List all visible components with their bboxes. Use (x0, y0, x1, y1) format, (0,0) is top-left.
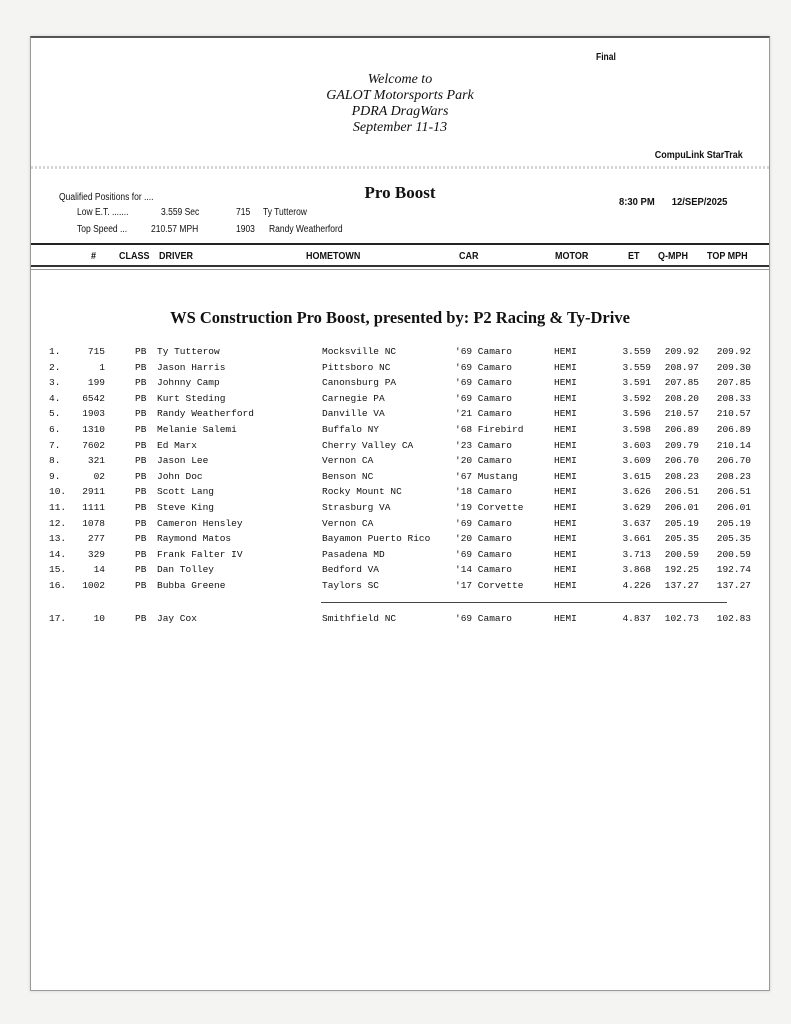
top-mph-cell: 207.85 (716, 377, 751, 389)
status-label: Final (595, 52, 616, 63)
top-mph-cell: 205.19 (716, 517, 751, 529)
position-cell: 9. (49, 470, 61, 482)
hometown-cell: Vernon CA (322, 455, 374, 467)
class-cell: PB (135, 486, 147, 498)
position-cell: 8. (49, 455, 61, 467)
qualifying-mph-cell: 207.85 (664, 377, 699, 389)
table-row (31, 346, 769, 362)
car-cell: '21 Camaro (455, 408, 513, 420)
hometown-cell: Benson NC (322, 470, 374, 482)
top-mph-cell: 206.01 (716, 501, 751, 513)
et-cell: 4.226 (622, 579, 651, 591)
col-header-driver: DRIVER (159, 251, 194, 262)
car-number-cell: 277 (87, 533, 105, 545)
low-et-car-num: 715 (236, 207, 251, 218)
top-speed-label: Top Speed ... (77, 224, 128, 235)
table-row (31, 471, 769, 487)
car-cell: '23 Camaro (455, 439, 513, 451)
et-cell: 3.603 (622, 439, 651, 451)
hometown-cell: Taylors SC (322, 579, 380, 591)
class-cell: PB (135, 423, 147, 435)
motor-cell: HEMI (554, 423, 577, 435)
top-speed-driver: Randy Weatherford (269, 224, 343, 235)
et-cell: 3.598 (622, 423, 651, 435)
position-cell: 12. (49, 517, 67, 529)
qualifying-mph-cell: 208.23 (664, 470, 699, 482)
table-row (31, 408, 769, 424)
driver-cell: Cameron Hensley (157, 517, 243, 529)
report-time: 8:30 PM (619, 196, 655, 208)
motor-cell: HEMI (554, 392, 577, 404)
car-cell: '67 Mustang (455, 470, 518, 482)
hometown-cell: Rocky Mount NC (322, 486, 402, 498)
top-mph-cell: 210.14 (716, 439, 751, 451)
event-title: WS Construction Pro Boost, presented by: P2 Racing & Ty-Drive (170, 308, 630, 327)
class-cell: PB (135, 455, 147, 467)
col-header-top-mph: TOP MPH (707, 251, 748, 262)
car-cell: '69 Camaro (455, 377, 513, 389)
driver-cell: John Doc (157, 470, 203, 482)
class-cell: PB (135, 392, 147, 404)
top-mph-cell: 206.51 (716, 486, 751, 498)
driver-cell: Ed Marx (157, 439, 197, 451)
driver-cell: Jason Lee (157, 455, 209, 467)
driver-cell: Steve King (157, 501, 215, 513)
qualifying-cutoff-line (321, 602, 727, 603)
car-number-cell: 1903 (82, 408, 105, 420)
table-row (31, 486, 769, 502)
car-cell: '69 Camaro (455, 346, 513, 357)
qualifying-mph-cell: 208.20 (664, 392, 699, 404)
hometown-cell: Mocksville NC (322, 346, 397, 357)
class-cell: PB (135, 517, 147, 529)
report-date: 12/SEP/2025 (671, 196, 728, 208)
et-cell: 3.713 (622, 548, 651, 560)
top-mph-cell: 208.33 (716, 392, 751, 404)
results-sheet (30, 36, 770, 991)
motor-cell: HEMI (554, 579, 577, 591)
qualifying-mph-cell: 192.25 (664, 564, 699, 576)
car-number-cell: 2911 (82, 486, 105, 498)
qualifying-mph-cell: 206.70 (664, 455, 699, 467)
qualifying-mph-cell: 210.57 (664, 408, 699, 420)
table-row (31, 580, 769, 596)
car-cell: '17 Corvette (455, 579, 524, 591)
top-mph-cell: 206.70 (716, 455, 751, 467)
car-number-cell: 02 (93, 470, 105, 482)
motor-cell: HEMI (554, 470, 577, 482)
motor-cell: HEMI (554, 377, 577, 389)
col-header-motor: MOTOR (555, 251, 589, 262)
car-number-cell: 715 (87, 346, 105, 357)
col-header-class: CLASS (119, 251, 150, 262)
low-et-value: 3.559 Sec (161, 207, 200, 218)
qualifying-mph-cell: 208.97 (664, 361, 699, 373)
top-mph-cell: 192.74 (716, 564, 751, 576)
hometown-cell: Cherry Valley CA (322, 439, 414, 451)
hometown-cell: Pasadena MD (322, 548, 385, 560)
car-cell: '69 Camaro (455, 548, 513, 560)
track-name: GALOT Motorsports Park (326, 88, 474, 103)
class-cell: PB (135, 501, 147, 513)
driver-cell: Melanie Salemi (157, 423, 237, 435)
table-row (31, 424, 769, 440)
event-dates: September 11-13 (352, 120, 448, 135)
car-cell: '20 Camaro (455, 455, 513, 467)
car-cell: '18 Camaro (455, 486, 513, 498)
et-cell: 3.591 (622, 377, 651, 389)
col-header-qmph: Q-MPH (658, 251, 689, 262)
table-row (31, 613, 769, 629)
hometown-cell: Smithfield NC (322, 613, 397, 624)
col-header-hometown: HOMETOWN (306, 251, 361, 262)
event-name: PDRA DragWars (351, 104, 449, 119)
class-cell: PB (135, 579, 147, 591)
top-mph-cell: 210.57 (716, 408, 751, 420)
header-rule (31, 243, 769, 245)
top-mph-cell: 209.92 (716, 346, 751, 357)
divider (31, 166, 769, 169)
et-cell: 3.629 (622, 501, 651, 513)
table-row (31, 564, 769, 580)
hometown-cell: Vernon CA (322, 517, 374, 529)
driver-cell: Bubba Greene (157, 579, 226, 591)
et-cell: 3.637 (622, 517, 651, 529)
top-mph-cell: 102.83 (716, 613, 751, 624)
motor-cell: HEMI (554, 533, 577, 545)
hometown-cell: Buffalo NY (322, 423, 380, 435)
col-header-et: ET (628, 251, 640, 262)
car-number-cell: 1111 (82, 501, 105, 513)
motor-cell: HEMI (554, 408, 577, 420)
qualified-label: Qualified Positions for .... (59, 192, 154, 203)
qualifying-mph-cell: 209.92 (664, 346, 699, 357)
car-cell: '69 Camaro (455, 517, 513, 529)
et-cell: 3.626 (622, 486, 651, 498)
car-cell: '68 Firebird (455, 423, 524, 435)
position-cell: 6. (49, 423, 61, 435)
table-row (31, 377, 769, 393)
class-cell: PB (135, 361, 147, 373)
car-number-cell: 1 (99, 361, 105, 373)
et-cell: 3.559 (622, 346, 651, 357)
class-cell: PB (135, 548, 147, 560)
motor-cell: HEMI (554, 501, 577, 513)
car-number-cell: 7602 (82, 439, 105, 451)
col-header-num: # (91, 251, 97, 262)
position-cell: 1. (49, 346, 61, 357)
driver-cell: Jay Cox (157, 613, 197, 624)
position-cell: 4. (49, 392, 61, 404)
non-qualifier-table (31, 613, 769, 629)
et-cell: 3.868 (622, 564, 651, 576)
driver-cell: Jason Harris (157, 361, 226, 373)
et-cell: 3.609 (622, 455, 651, 467)
class-cell: PB (135, 408, 147, 420)
driver-cell: Frank Falter IV (157, 548, 243, 560)
motor-cell: HEMI (554, 439, 577, 451)
qualifying-results-table (31, 346, 769, 596)
et-cell: 3.661 (622, 533, 651, 545)
qualifying-mph-cell: 102.73 (664, 613, 699, 624)
table-row (31, 455, 769, 471)
hometown-cell: Danville VA (322, 408, 385, 420)
hometown-cell: Canonsburg PA (322, 377, 397, 389)
et-cell: 3.559 (622, 361, 651, 373)
table-row (31, 440, 769, 456)
motor-cell: HEMI (554, 564, 577, 576)
driver-cell: Kurt Steding (157, 392, 226, 404)
report-datetime (619, 196, 727, 208)
car-number-cell: 6542 (82, 392, 105, 404)
car-cell: '19 Corvette (455, 501, 524, 513)
class-cell: PB (135, 346, 147, 357)
car-number-cell: 321 (87, 455, 105, 467)
low-et-label: Low E.T. ....... (77, 207, 129, 218)
position-cell: 14. (49, 548, 67, 560)
driver-cell: Randy Weatherford (157, 408, 254, 420)
top-mph-cell: 205.35 (716, 533, 751, 545)
timing-system-label: CompuLink StarTrak (654, 150, 743, 161)
position-cell: 15. (49, 564, 67, 576)
car-number-cell: 1310 (82, 423, 105, 435)
motor-cell: HEMI (554, 486, 577, 498)
car-cell: '69 Camaro (455, 392, 513, 404)
hometown-cell: Bedford VA (322, 564, 380, 576)
qualifying-mph-cell: 200.59 (664, 548, 699, 560)
position-cell: 3. (49, 377, 61, 389)
position-cell: 5. (49, 408, 61, 420)
header-rule (31, 269, 769, 270)
driver-cell: Ty Tutterow (157, 346, 220, 357)
qualifying-mph-cell: 209.79 (664, 439, 699, 451)
table-row (31, 502, 769, 518)
top-speed-value: 210.57 MPH (151, 224, 199, 235)
table-row (31, 518, 769, 534)
car-number-cell: 329 (87, 548, 105, 560)
et-cell: 3.592 (622, 392, 651, 404)
motor-cell: HEMI (554, 613, 577, 624)
qualifying-mph-cell: 205.35 (664, 533, 699, 545)
hometown-cell: Carnegie PA (322, 392, 385, 404)
motor-cell: HEMI (554, 548, 577, 560)
position-cell: 11. (49, 501, 67, 513)
top-mph-cell: 200.59 (716, 548, 751, 560)
top-mph-cell: 137.27 (716, 579, 751, 591)
car-number-cell: 10 (93, 613, 105, 624)
car-cell: '69 Camaro (455, 361, 513, 373)
top-speed-car-num: 1903 (236, 224, 255, 235)
car-cell: '14 Camaro (455, 564, 513, 576)
class-cell: PB (135, 613, 147, 624)
car-number-cell: 199 (87, 377, 105, 389)
class-cell: PB (135, 533, 147, 545)
qualifying-mph-cell: 206.01 (664, 501, 699, 513)
car-cell: '69 Camaro (455, 613, 513, 624)
table-row (31, 362, 769, 378)
class-cell: PB (135, 439, 147, 451)
header-rule (31, 265, 769, 267)
class-title: Pro Boost (364, 183, 436, 202)
position-cell: 2. (49, 361, 61, 373)
driver-cell: Johnny Camp (157, 377, 220, 389)
top-mph-cell: 208.23 (716, 470, 751, 482)
et-cell: 3.615 (622, 470, 651, 482)
qualifying-mph-cell: 137.27 (664, 579, 699, 591)
col-header-car: CAR (459, 251, 479, 262)
motor-cell: HEMI (554, 517, 577, 529)
welcome-line: Welcome to (367, 72, 433, 87)
qualifying-mph-cell: 205.19 (664, 517, 699, 529)
et-cell: 4.837 (622, 613, 651, 624)
position-cell: 16. (49, 579, 67, 591)
motor-cell: HEMI (554, 346, 577, 357)
hometown-cell: Pittsboro NC (322, 361, 391, 373)
driver-cell: Raymond Matos (157, 533, 232, 545)
class-cell: PB (135, 470, 147, 482)
class-cell: PB (135, 564, 147, 576)
position-cell: 13. (49, 533, 67, 545)
et-cell: 3.596 (622, 408, 651, 420)
class-cell: PB (135, 377, 147, 389)
low-et-driver: Ty Tutterow (263, 207, 307, 218)
motor-cell: HEMI (554, 361, 577, 373)
car-number-cell: 14 (93, 564, 105, 576)
hometown-cell: Bayamon Puerto Rico (322, 533, 431, 545)
driver-cell: Scott Lang (157, 486, 215, 498)
table-row (31, 549, 769, 565)
top-mph-cell: 206.89 (716, 423, 751, 435)
motor-cell: HEMI (554, 455, 577, 467)
position-cell: 17. (49, 613, 67, 624)
top-mph-cell: 209.30 (716, 361, 751, 373)
welcome-block (31, 72, 769, 136)
qualifying-mph-cell: 206.51 (664, 486, 699, 498)
hometown-cell: Strasburg VA (322, 501, 391, 513)
table-row (31, 393, 769, 409)
qualifying-mph-cell: 206.89 (664, 423, 699, 435)
car-cell: '20 Camaro (455, 533, 513, 545)
driver-cell: Dan Tolley (157, 564, 215, 576)
position-cell: 7. (49, 439, 61, 451)
table-row (31, 533, 769, 549)
car-number-cell: 1078 (82, 517, 105, 529)
car-number-cell: 1002 (82, 579, 105, 591)
position-cell: 10. (49, 486, 67, 498)
